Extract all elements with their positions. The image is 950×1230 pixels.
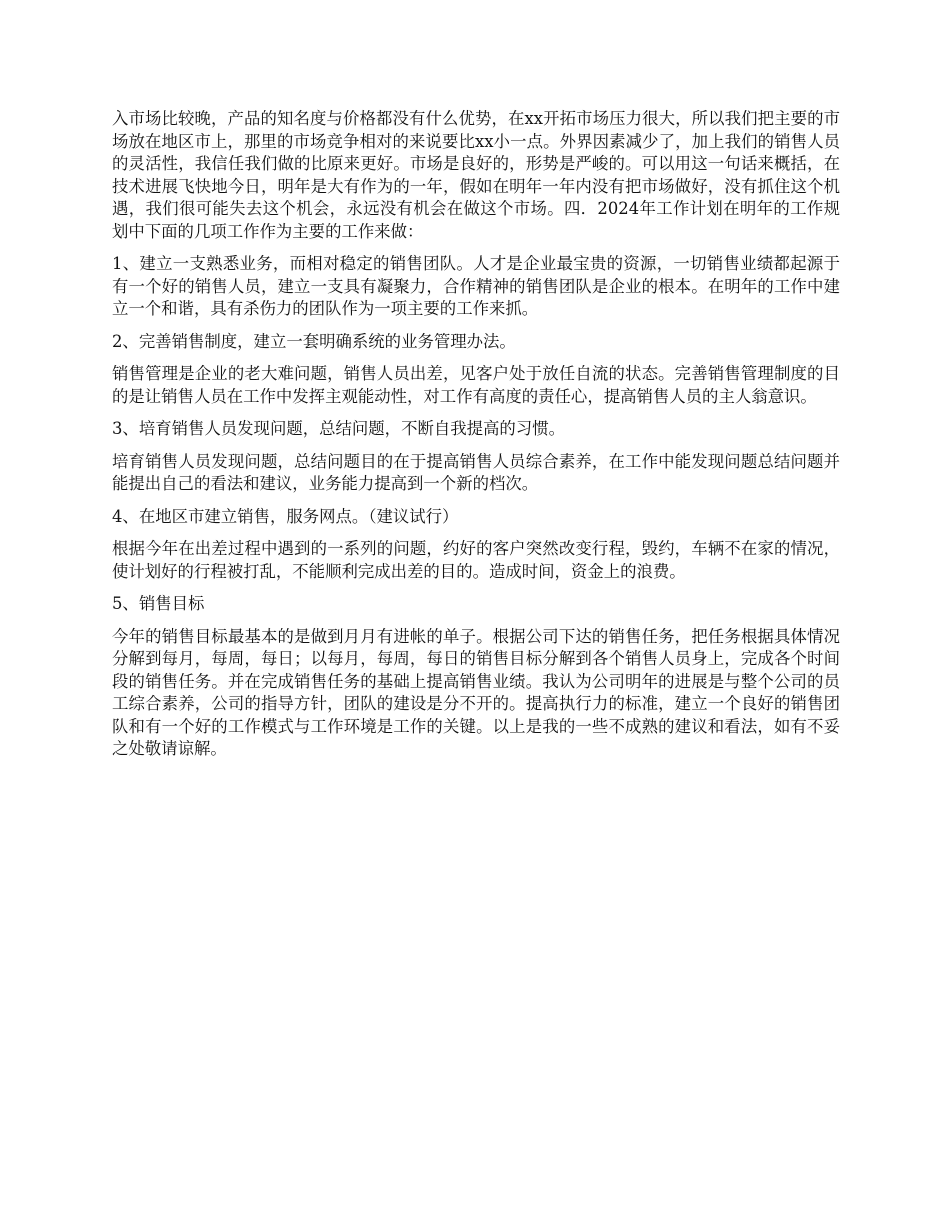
paragraph-item-5-heading: 5、销售目标 (112, 594, 205, 613)
paragraph-item-4-body: 根据今年在出差过程中遇到的一系列的问题，约好的客户突然改变行程，毁约，车辆不在家的情况，使计划好的行程被打乱，不能顺利完成出差的目的。造成时间，资金上的浪费。 (112, 539, 840, 581)
paragraph-item-5-body: 今年的销售目标最基本的是做到月月有进帐的单子。根据公司下达的销售任务，把任务根据具体情况分解到每月，每周，每日；以每月，每周，每日的销售目标分解到各个销售人员身上，完成各个时间段的销售任务。并在完成销售任务的基础上提高销售业绩。我认为公司明年的进展是与整个公司的员工综合素养，公司的指导方针，团队的建设是分不开的。提高执行力的标准，建立一个良好的销售团队和有一个好的工作模式与工作环境是工作的关键。以上是我的一些不成熟的建议和看法，如有不妥之处敬请谅解。 (112, 626, 840, 758)
paragraph-intro: 入市场比较晚，产品的知名度与价格都没有什么优势，在xx开拓市场压力很大，所以我们把主要的市场放在地区市上，那里的市场竞争相对的来说要比xx小一点。外界因素减少了，加上我们的销售人员的灵活性，我信任我们做的比原来更好。市场是良好的，形势是严峻的。可以用这一句话来概括，在技术进展飞快地今日，明年是大有作为的一年，假如在明年一年内没有把市场做好，没有抓住这个机遇，我们很可能失去这个机会，永远没有机会在做这个市场。四．2024年工作计划在明年的工作规划中下面的几项工作作为主要的工作来做： (112, 109, 840, 241)
paragraph-item-4-heading: 4、在地区市建立销售，服务网点。（建议试行） (112, 506, 459, 526)
paragraph-item-3-heading: 3、培育销售人员发现问题，总结问题，不断自我提高的习惯。 (112, 419, 565, 438)
paragraph-item-3-body: 培育销售人员发现问题，总结问题目的在于提高销售人员综合素养，在工作中能发现问题总结问题并能提出自己的看法和建议，业务能力提高到一个新的档次。 (112, 451, 840, 493)
document-body (112, 108, 840, 771)
paragraph-item-2-heading: 2、完善销售制度，建立一套明确系统的业务管理办法。 (112, 331, 516, 351)
paragraph-item-2-body: 销售管理是企业的老大难问题，销售人员出差，见客户处于放任自流的状态。完善销售管理制度的目的是让销售人员在工作中发挥主观能动性，对工作有高度的责任心，提高销售人员的主人翁意识。 (112, 364, 840, 406)
paragraph-item-1: 1、建立一支熟悉业务，而相对稳定的销售团队。人才是企业最宝贵的资源，一切销售业绩都起源于有一个好的销售人员，建立一支具有凝聚力，合作精神的销售团队是企业的根本。在明年的工作中建立一个和谐，具有杀伤力的团队作为一项主要的工作来抓。 (112, 254, 840, 318)
